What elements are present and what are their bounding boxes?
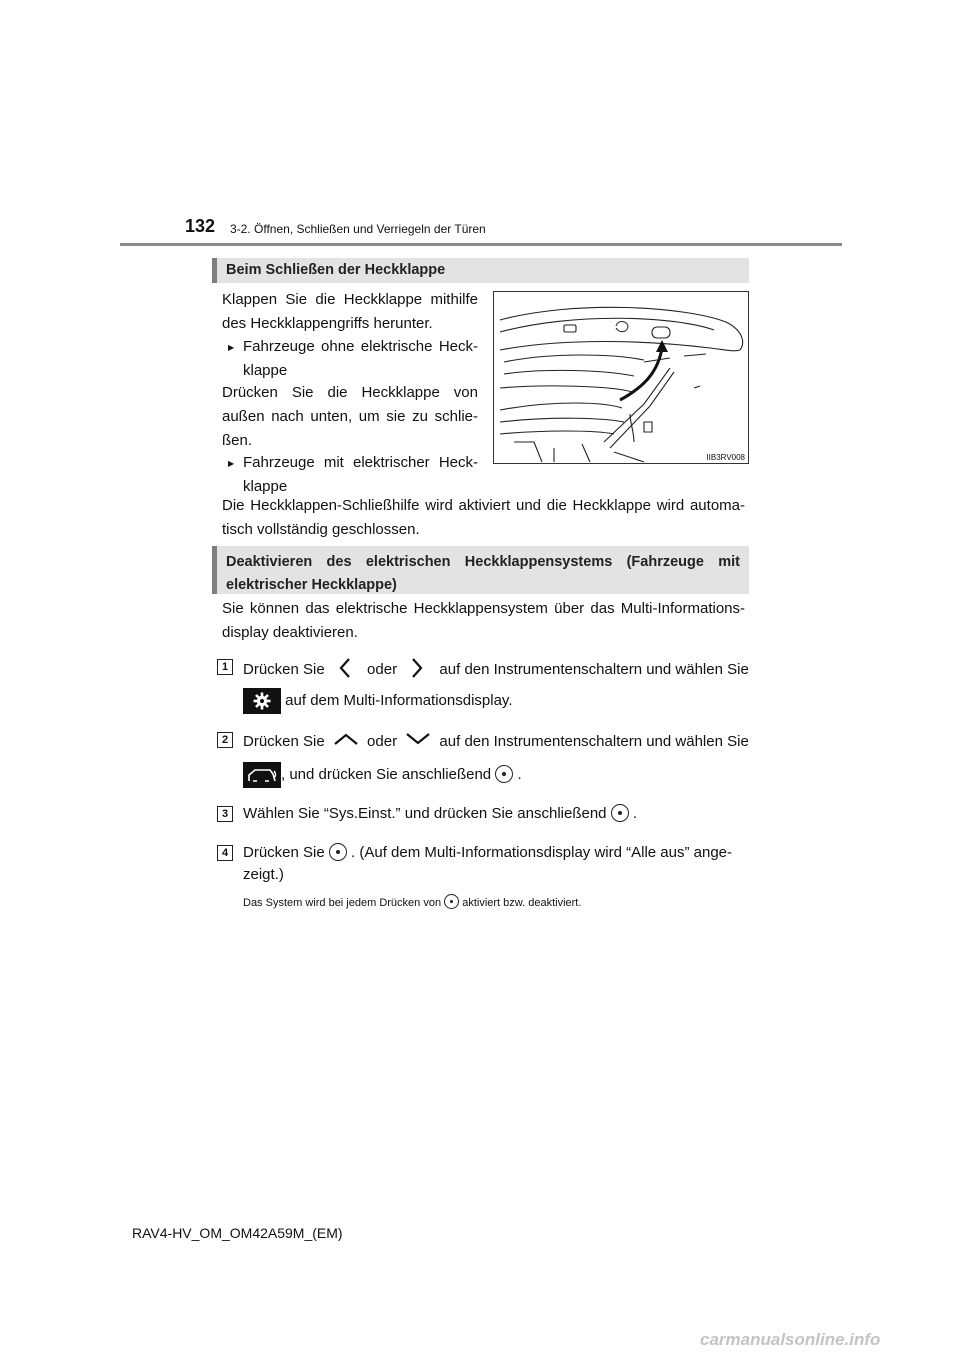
heading-line: elektrischer Heckklappe): [226, 577, 397, 593]
text: Drücken Sie: [243, 733, 325, 750]
text-line: klappe: [243, 362, 288, 379]
enter-button-icon: [444, 894, 459, 909]
step-number-2: 2: [217, 732, 233, 748]
text-line: display deaktivieren.: [222, 624, 358, 641]
text-line: Die Heckklappen-Schließhilfe wird aktiviert und die Heckklappe wird automa-: [222, 497, 745, 514]
enter-button-icon: [495, 765, 513, 783]
settings-gear-icon: [243, 688, 281, 714]
text: Das System wird bei jedem Drücken von: [243, 897, 442, 909]
step-number-4: 4: [217, 845, 233, 861]
chevron-down-icon: [401, 730, 435, 748]
text: Drücken Sie: [243, 844, 325, 861]
section-heading-deactivate: [212, 546, 749, 594]
text: aktiviert bzw. deaktiviert.: [462, 897, 582, 909]
step-4-line1: [243, 843, 732, 861]
document-code: RAV4-HV_OM_OM42A59M_(EM): [132, 1225, 343, 1241]
text-line: ▶ Fahrzeuge ohne elektrische Heck-: [243, 338, 478, 355]
electric-description: [222, 494, 745, 542]
step-1-line2: [243, 688, 513, 714]
text: , und drücken Sie anschließend: [281, 765, 492, 783]
text: oder: [367, 661, 398, 678]
text: Wählen Sie “Sys.Einst.” und drücken Sie anschließend: [243, 805, 607, 822]
text: oder: [367, 733, 398, 750]
text: .: [517, 765, 522, 783]
text-line: klappe: [243, 478, 288, 495]
step-2-line2: [243, 762, 522, 788]
heading-line: Deaktivieren des elektrischen Heckklappensystems (Fahrzeuge mit: [226, 554, 740, 570]
step-2-line1: [243, 730, 749, 750]
text-line: ▶ Fahrzeuge mit elektrischer Heck-: [243, 454, 478, 471]
text-line: des Heckklappengriffs herunter.: [222, 315, 433, 332]
chevron-right-icon: [401, 657, 435, 679]
text: . (Auf dem Multi-Informationsdisplay wird “Alle aus” ange-: [351, 844, 733, 861]
text: Drücken Sie: [243, 661, 325, 678]
section-heading-closing: Beim Schließen der Heckklappe: [212, 258, 749, 283]
tailgate-drawing: [494, 292, 748, 463]
text: auf dem Multi-Informationsdisplay.: [285, 691, 513, 709]
text-line: Drücken Sie die Heckklappe von: [222, 384, 478, 401]
step-3-line1: [243, 804, 637, 822]
watermark: carmanualsonline.info: [700, 1330, 881, 1349]
step-number-3: 3: [217, 806, 233, 822]
text-line: außen nach unten, um sie zu schlie-: [222, 408, 478, 425]
text-line: ßen.: [222, 432, 253, 449]
step-4-line2: zeigt.): [243, 866, 284, 883]
tailgate-illustration: [493, 291, 749, 464]
text: auf den Instrumentenschaltern und wählen Sie: [439, 733, 749, 750]
page-number: 132: [185, 216, 216, 236]
enter-button-icon: [611, 804, 629, 822]
figure-code: IIB3RV008: [706, 453, 745, 462]
text-line: Klappen Sie die Heckklappe mithilfe: [222, 291, 478, 308]
toggle-note: [243, 894, 581, 909]
no-electric-description: [222, 381, 478, 453]
chapter-title: 3-2. Öffnen, Schließen und Verriegeln der Türen: [230, 222, 486, 236]
text-line: tisch vollständig geschlossen.: [222, 521, 420, 538]
chevron-up-icon: [329, 730, 363, 748]
step-1-line1: [243, 657, 749, 679]
vehicle-tailgate-icon: [243, 762, 281, 788]
text: auf den Instrumentenschaltern und wählen Sie: [439, 661, 749, 678]
chevron-left-icon: [329, 657, 363, 679]
bullet-no-electric: [243, 335, 478, 383]
enter-button-icon: [329, 843, 347, 861]
header-rule: [120, 243, 842, 246]
closing-intro: [222, 288, 478, 336]
text-line: Sie können das elektrische Heckklappensystem über das Multi-Informations-: [222, 600, 745, 617]
text: .: [632, 805, 638, 822]
bullet-electric: [243, 451, 478, 499]
deactivate-intro: [222, 597, 745, 645]
step-number-1: 1: [217, 659, 233, 675]
